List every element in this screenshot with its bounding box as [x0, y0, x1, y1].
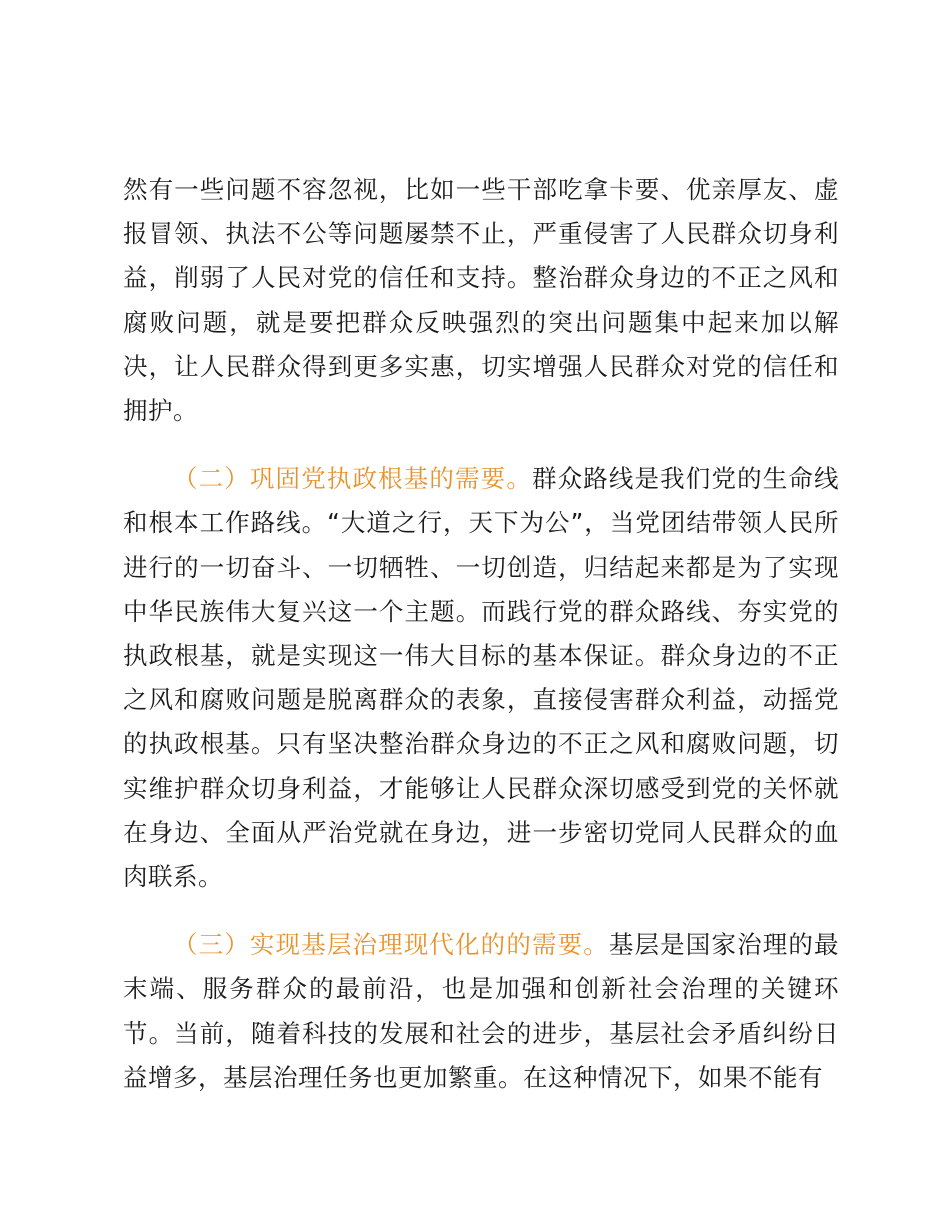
section-3-heading: （三）实现基层治理现代化的的需要。 [173, 930, 609, 960]
document-body [123, 168, 839, 1100]
paragraph-continuation [123, 168, 839, 433]
section-2-heading: （二）巩固党执政根基的需要。 [173, 464, 532, 494]
paragraph-section-3 [123, 923, 839, 1100]
paragraph-section-2 [123, 457, 839, 899]
paragraph-1-text: 然有一些问题不容忽视，比如一些干部吃拿卡要、优亲厚友、虚报冒领、执法不公等问题屡禁不止，严重侵害了人民群众切身利益，削弱了人民对党的信任和支持。整治群众身边的不正之风和腐败问题，就是要把群众反映强烈的突出问题集中起来加以解决，让人民群众得到更多实惠，切实增强人民群众对党的信任和拥护。 [123, 175, 839, 426]
paragraph-3-text: 基层是国家治理的最末端、服务群众的最前沿，也是加强和创新社会治理的关键环节。当前，随着科技的发展和社会的进步，基层社会矛盾纠纷日益增多，基层治理任务也更加繁重。在这种情况下，如果不能有 [123, 930, 840, 1092]
paragraph-2-text: 群众路线是我们党的生命线和根本工作路线。“大道之行，天下为公”，当党团结带领人民所进行的一切奋斗、一切牺牲、一切创造，归结起来都是为了实现中华民族伟大复兴这一个主题。而践行党的群众路线、夯实党的执政根基，就是实现这一伟大目标的基本保证。群众身边的不正之风和腐败问题是脱离群众的表象，直接侵害群众利益，动摇党的执政根基。只有坚决整治群众身边的不正之风和腐败问题，切实维护群众切身利益，才能够让人民群众深切感受到党的关怀就在身边、全面从严治党就在身边，进一步密切党同人民群众的血肉联系。 [123, 464, 840, 892]
